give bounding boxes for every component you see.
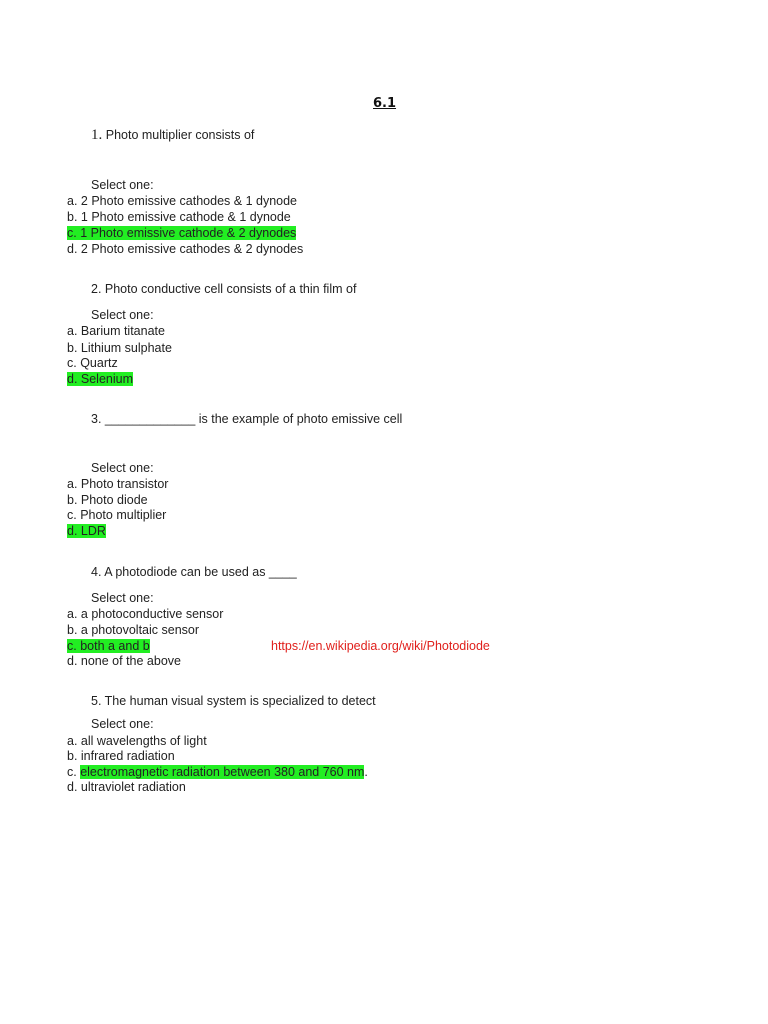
question-5-text: 5. The human visual system is specialized to detect (91, 694, 376, 708)
question-4-option-d: d. none of the above (67, 654, 181, 668)
question-5-option-a: a. all wavelengths of light (67, 734, 207, 748)
question-4-option-b: b. a photovoltaic sensor (67, 623, 200, 637)
question-1-answer-highlight: c. 1 Photo emissive cathode & 2 dynodes (67, 226, 297, 240)
question-2-option-c: c. Quartz (67, 356, 118, 370)
question-3-option-b: b. Photo diode (67, 493, 148, 507)
wikipedia-reference-link[interactable]: https://en.wikipedia.org/wiki/Photodiode (271, 639, 490, 653)
question-3-option-c: c. Photo multiplier (67, 508, 167, 522)
question-2-option-d (67, 371, 133, 387)
question-2-select-label: Select one: (91, 308, 154, 322)
question-1-option-b: b. 1 Photo emissive cathode & 1 dynode (67, 210, 291, 224)
question-1 (91, 127, 254, 143)
question-3-answer-highlight: d. LDR (67, 524, 106, 538)
question-1-option-c (67, 225, 296, 241)
question-4-select-label: Select one: (91, 591, 154, 605)
question-5-option-b: b. infrared radiation (67, 749, 175, 763)
question-3-option-a: a. Photo transistor (67, 477, 169, 491)
question-4-answer-highlight: c. both a and b (67, 639, 150, 653)
question-3-option-d (67, 523, 106, 539)
question-1-text: Photo multiplier consists of (105, 128, 255, 142)
page-title: 6.1 (373, 96, 397, 111)
question-3-text: 3. _____________ is the example of photo emissive cell (91, 412, 403, 426)
question-4-option-a: a. a photoconductive sensor (67, 607, 224, 621)
question-5-answer-highlight: electromagnetic radiation between 380 and 760 nm (80, 765, 365, 779)
question-2-answer-highlight: d. Selenium (67, 372, 134, 386)
question-5-option-c-prefix: c. (67, 765, 81, 779)
question-1-select-label: Select one: (91, 178, 154, 192)
question-2-text: 2. Photo conductive cell consists of a thin film of (91, 282, 357, 296)
question-1-option-a: a. 2 Photo emissive cathodes & 1 dynode (67, 194, 298, 208)
question-4-text: 4. A photodiode can be used as ____ (91, 565, 297, 579)
question-4-option-c (67, 638, 150, 654)
question-1-option-d: d. 2 Photo emissive cathodes & 2 dynodes (67, 242, 304, 256)
question-5-option-c-suffix: . (364, 765, 368, 779)
question-5-select-label: Select one: (91, 717, 154, 731)
question-2-option-a: a. Barium titanate (67, 324, 165, 338)
question-3-select-label: Select one: (91, 461, 154, 475)
question-5-option-c (67, 764, 368, 780)
question-2-option-b: b. Lithium sulphate (67, 341, 172, 355)
question-5-option-d: d. ultraviolet radiation (67, 780, 186, 794)
question-1-number: 1. (91, 127, 103, 143)
